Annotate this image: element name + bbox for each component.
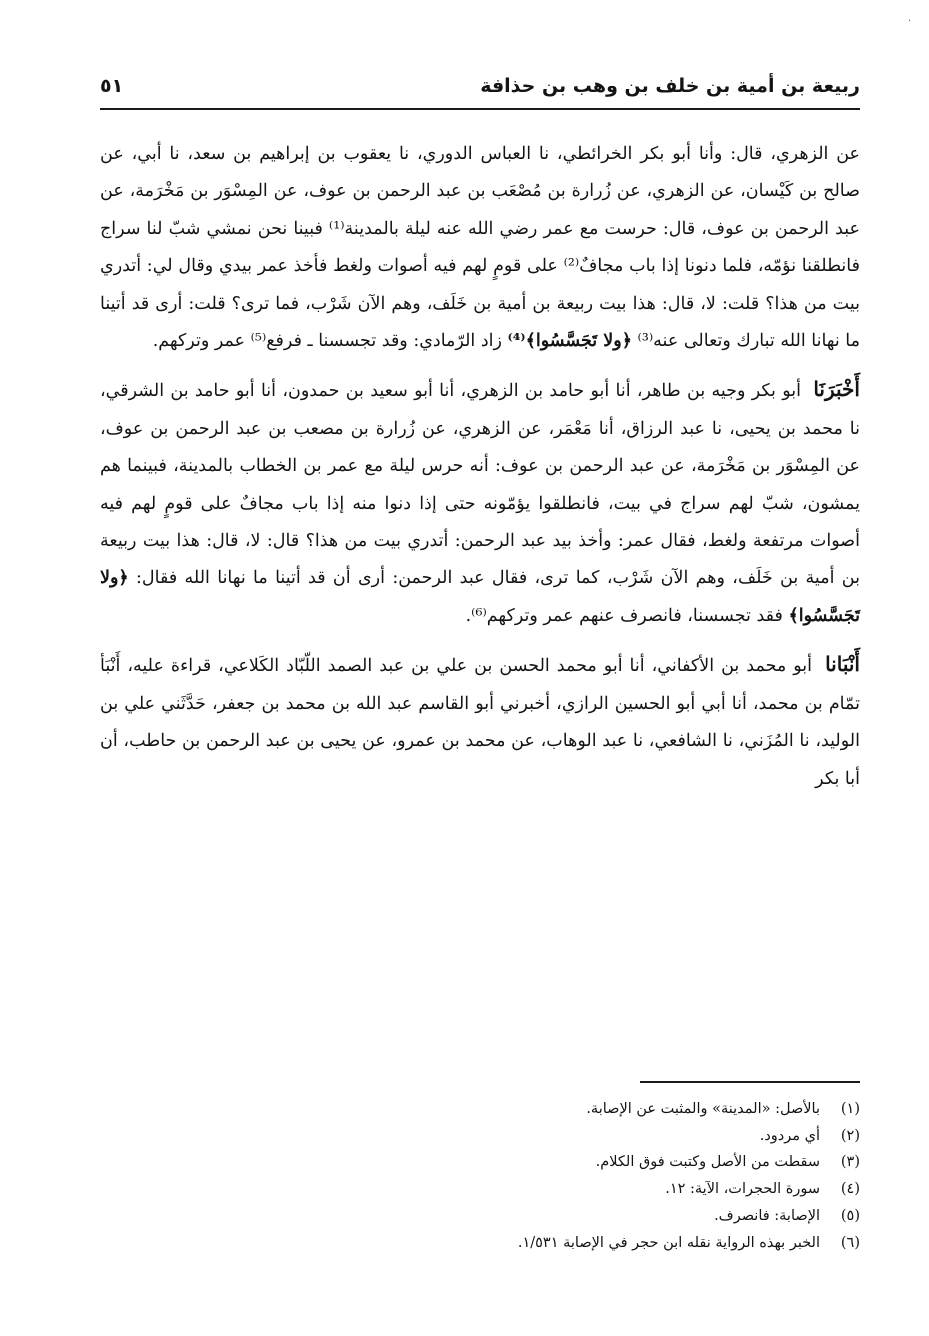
- paragraph-1: [100, 136, 860, 360]
- main-text: [100, 136, 860, 809]
- running-header: [100, 66, 860, 106]
- footnote-text: سقطت من الأصل وكتبت فوق الكلام.: [595, 1154, 820, 1171]
- footnote-rule: [640, 1081, 860, 1083]
- quran-quote: ﴿ولا تَجَسَّسُوا﴾⁽⁴⁾: [507, 331, 632, 352]
- footnote-text: الخبر بهذه الرواية نقله ابن حجر في الإصابة ١/٥٣١.: [517, 1234, 820, 1251]
- footnote-number: (٢): [840, 1127, 860, 1144]
- footnote-item: [100, 1149, 860, 1176]
- footnote-number: (٥): [840, 1207, 860, 1224]
- footnote-number: (٦): [840, 1234, 860, 1251]
- footnote-text: أي مردود.: [759, 1127, 820, 1144]
- corner-mark: ·: [908, 16, 912, 27]
- footnote-number: (٣): [840, 1154, 860, 1171]
- footnote-item: [100, 1203, 860, 1230]
- running-title: ربيعة بن أمية بن خلف بن وهب بن حذافة: [480, 75, 860, 97]
- paragraph-3-lead: أَنْبَانا: [825, 652, 860, 677]
- paragraph-2-lead: أَخْبَرَنَا: [813, 377, 860, 402]
- paragraph-1-text-after: زاد الرّمادي: وقد تجسسنا ـ فرفع⁽⁵⁾ عمر وتركهم.: [152, 331, 502, 352]
- footnote-item: [100, 1096, 860, 1123]
- page-number: ٥١: [100, 75, 124, 97]
- footnote-number: (١): [840, 1101, 860, 1117]
- header-rule: [100, 108, 860, 110]
- footnote-text: الإصابة: فانصرف.: [714, 1207, 820, 1224]
- footnote-text: سورة الحجرات، الآية: ١٢.: [665, 1181, 820, 1198]
- paragraph-2-text-after: فقد تجسسنا، فانصرف عنهم عمر وتركهم⁽⁶⁾.: [465, 605, 783, 626]
- footnote-number: (٤): [840, 1181, 860, 1198]
- footnotes: [100, 1096, 860, 1256]
- paragraph-1-text-before: عن الزهري، قال: وأنا أبو بكر الخرائطي، نا العباس الدوري، نا يعقوب بن إبراهيم بن سعد، نا أبي، عن صالح بن كَيْسان، عن الزهري، عن زُرارة بن مُصْعَب بن عبد الرحمن بن عوف، عن المِسْوَر بن مَخْرَمة، عن عبد الرحمن بن عوف، قال: حرست مع عمر رضي الله عنه ليلة بالمدينة⁽¹⁾ فبينا نحن نمشي شبّ لنا سراج فانطلقنا نؤمّه، فلما دنونا إذا باب مجافٌ⁽²⁾ على قومٍ لهم فيه أصوات ولغط فأخذ عمر بيدي وقال لي: أتدري بيت من هذا؟ قلت: لا، قال: هذا بيت ربيعة بن أمية بن خَلَف، وهم الآن شَرْب، فما ترى؟ قلت: أرى قد أتينا ما نهانا الله تبارك وتعالى عنه⁽³⁾: [100, 144, 860, 352]
- footnote-text: بالأصل: «المدينة» والمثبت عن الإصابة.: [586, 1101, 820, 1117]
- paragraph-3-text: أبو محمد بن الأكفاني، أنا أبو محمد الحسن بن علي بن عبد الصمد اللّبّاد الكَلاعي، قراءة عليه، أَنْبَأ تمّام بن محمد، أنا أبي أبو الحسين الرازي، أخبرني أبو القاسم عبد الله بن محمد بن جعفر، حَدَّثَني علي بن الوليد، نا المُزَني، نا الشافعي، نا عبد الوهاب، عن محمد بن عمرو، عن يحيى بن عبد الرحمن بن حاطب، أن أبا بكر: [100, 656, 860, 789]
- paragraph-3: [100, 646, 860, 798]
- quran-quote: ﴿ولا تَجَسَّسُوا﴾: [100, 568, 860, 626]
- footnote-item: [100, 1230, 860, 1257]
- paragraph-2-text-before: أبو بكر وجيه بن طاهر، أنا أبو حامد بن الزهري، أنا أبو سعيد بن حمدون، أنا أبو حامد بن الشرقي، نا محمد بن يحيى، نا عبد الرزاق، أنا مَعْمَر، عن الزهري، عن زُرارة بن مصعب بن عبد الرحمن بن عوف، عن المِسْوَر بن مَخْرَمة، عن عبد الرحمن بن عوف: أنه حرس ليلة مع عمر بن الخطاب بالمدينة، فبينما هم يمشون، شبّ لهم سراج في بيت، فانطلقوا يؤمّونه حتى إذا دنوا منه إذا باب مجافٌ على قومٍ لهم فيه أصوات مرتفعة ولغط، فقال عمر: وأخذ بيد عبد الرحمن: أتدري بيت من هذا؟ قال: لا، قال: هذا بيت ربيعة بن أمية بن خَلَف، وهم الآن شَرْب، كما ترى، فقال عبد الرحمن: أرى أن قد أتينا ما نهانا الله فقال:: [100, 381, 860, 589]
- footnote-item: [100, 1176, 860, 1203]
- footnote-item: [100, 1123, 860, 1150]
- paragraph-2: [100, 371, 860, 635]
